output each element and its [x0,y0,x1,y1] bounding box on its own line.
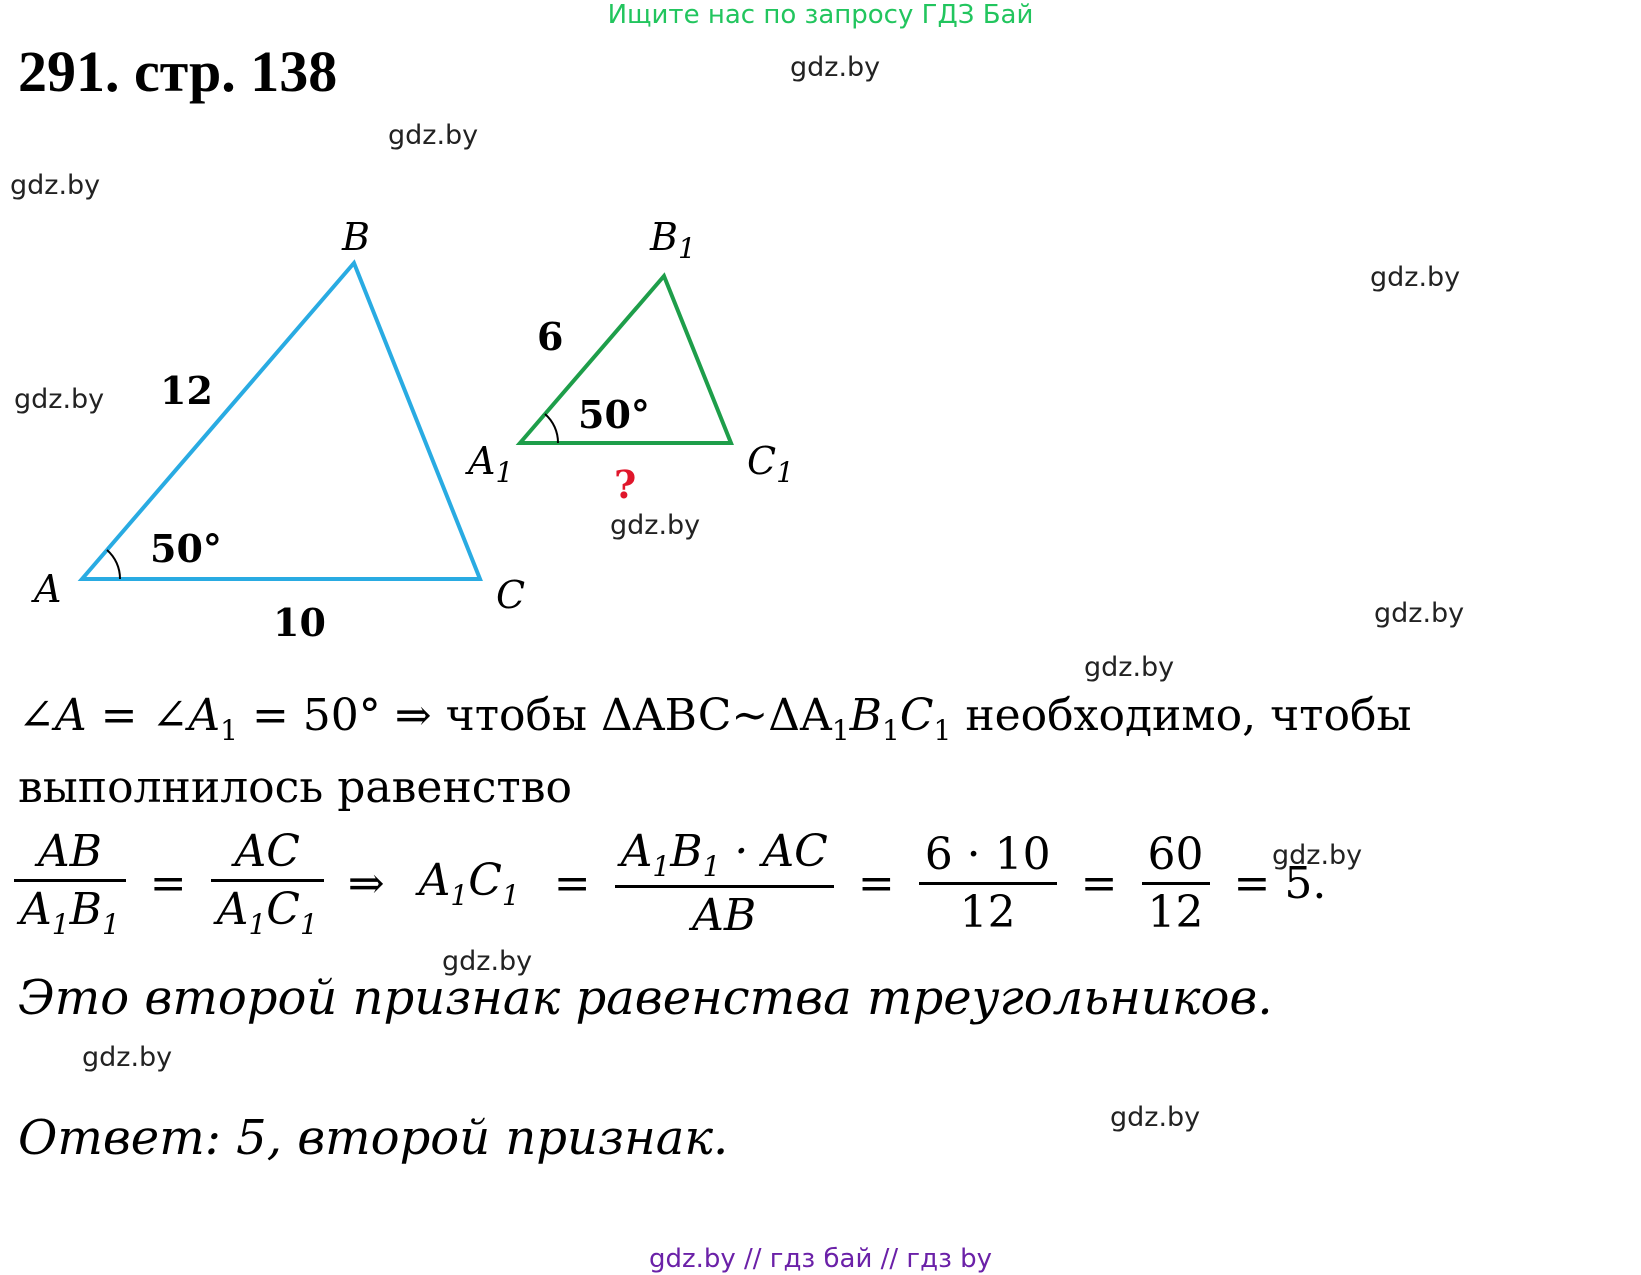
fraction-denominator: 12 [959,886,1016,938]
watermark: gdz.by [610,510,701,541]
side-a1b1-label: 6 [537,314,564,359]
subscript: 1 [831,713,850,747]
watermark: gdz.by [1084,652,1175,683]
equals-sign: = [857,857,895,909]
result-value: = 5. [1233,857,1327,909]
watermark: gdz.by [10,170,101,201]
fraction-denominator: AB [692,889,757,941]
watermark: gdz.by [82,1042,173,1073]
triangle-abc-outline [82,263,480,579]
proportion-equation: $\frac{AB}{A_1B_1}$ = $\frac{AC}{A_1C_1}$ ⇒ $A_1C_1$ = $\frac{A_1B_1 \cdot AC}{AB}$ = $\frac{6 \cdot 10}{12}$ = $\frac{60}{12}$ = 5. [14,826,1336,941]
fraction-denominator: 12 [1147,886,1204,938]
triangle-abc [31,215,525,645]
vertex-a-label: A [34,567,62,611]
fraction-numerator: AC [211,826,324,882]
vertex-a1-label: $A_1$ [468,439,514,489]
watermark: gdz.by [1110,1102,1201,1133]
triangles-figure [0,0,900,680]
equals-sign: = [1080,857,1118,909]
angle-a-label: 50° [150,526,222,571]
equals-sign: = [149,857,187,909]
subscript: 1 [933,713,952,747]
angle-a1-arc [545,414,558,443]
side-ac-label: 10 [273,600,326,645]
search-banner[interactable]: Ищите нас по запросу ГДЗ Бай [607,0,1034,30]
fraction-ac-a1c1: $\frac{AC}{A_1C_1}$ [211,826,324,941]
vertex-c1-label: $C_1$ [747,439,794,489]
equals-sign: = [553,857,591,909]
watermark: gdz.by [1374,598,1465,629]
vertex-b-label: B [342,215,370,259]
fraction-60-12 [1142,829,1210,938]
watermark: gdz.by [1272,840,1363,871]
fraction-numerator: 60 [1142,829,1210,885]
watermark: gdz.by [790,52,881,83]
solution-line-2: выполнилось равенство [18,762,573,813]
unknown-side-mark: ? [614,462,637,507]
fraction-a1b1-ac-ab: $\frac{A_1B_1 \cdot AC}{AB}$ [615,826,834,941]
solution-line-1: ∠A = $\angle A_1 = 50^\circ$ ⇒ чтобы $\Delta ABC\sim\Delta A_1B_1C_1$ необходимо, чтобы [18,690,1412,747]
watermark: gdz.by [442,946,533,977]
watermark: gdz.by [14,384,105,415]
vertex-b1-label: $B_1$ [650,215,696,265]
fraction-numerator: 6 · 10 [919,829,1057,885]
angle-equality: ∠A = ∠A [18,690,221,741]
fraction-ab-a1b1: $\frac{AB}{A_1B_1}$ [14,826,126,941]
vertex-c-label: C [496,573,526,617]
answer-line: Ответ: 5, второй признак. [18,1110,729,1166]
similarity-text: = 50° ⇒ чтобы ΔABC~ΔA [237,690,832,741]
watermark: gdz.by [388,120,479,151]
fraction-6x10-12 [919,829,1057,938]
subscript: 1 [882,713,900,747]
exercise-title: 291. стр. 138 [18,39,338,104]
implies-sign: ⇒ [347,857,385,909]
fraction-numerator: AB [14,826,126,882]
side-ab-label: 12 [160,368,213,413]
theorem-note: Это второй признак равенства треугольников. [18,970,1273,1026]
condition-text: необходимо, чтобы [951,690,1412,741]
triangle-a1b1c1 [465,215,794,507]
footer-links[interactable]: gdz.by // гдз бай // гдз by [648,1244,993,1274]
subscript: 1 [220,713,238,747]
angle-a1-label: 50° [578,392,650,437]
angle-a-arc [107,550,120,579]
watermark: gdz.by [1370,262,1461,293]
